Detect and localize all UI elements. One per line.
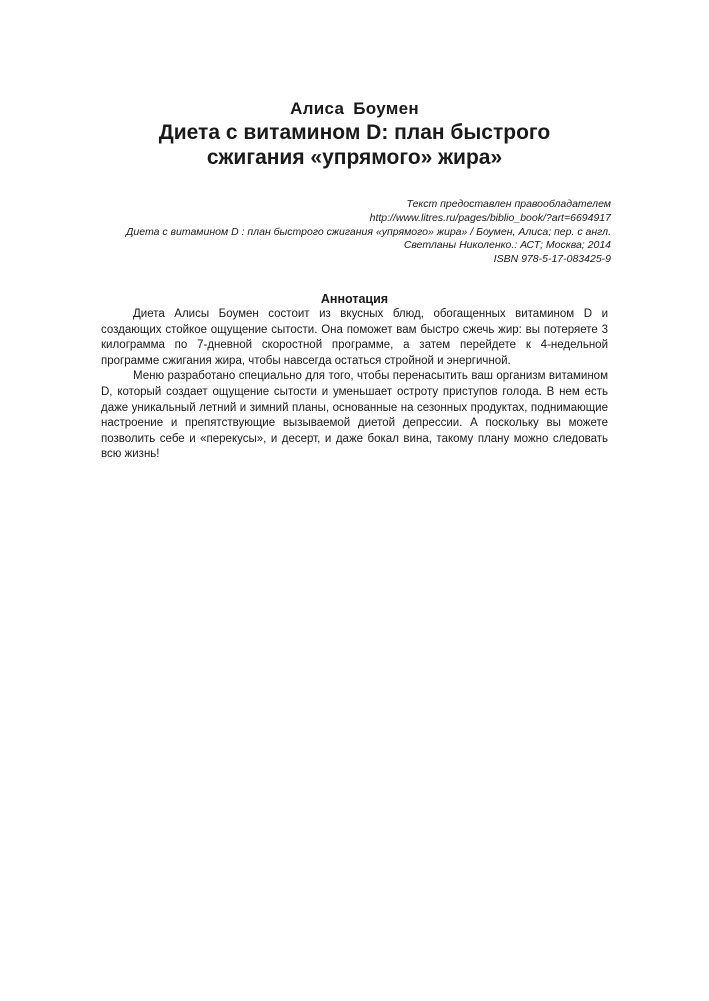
book-title-line: сжигания «упрямого» жира» [206, 146, 503, 169]
annotation-paragraph: Диета Алисы Боумен состоит из вкусных блюд, обогащенных витамином D и создающих стойкое ощущение сытости. Она поможет вам быстро сжечь жир: вы потеряете 3 килограмма по 7-дневной скоростной программе, а затем перейдете к 4-недельной программе сжигания жира, чтобы навсегда остаться стройной и энергичной. [101, 308, 608, 367]
book-title-line: Диета с витамином D: план быстрого [158, 121, 551, 144]
annotation-body [101, 307, 608, 463]
isbn: ISBN 978-5-17-083425-9 [493, 253, 611, 266]
bibliographic-entry: Диета с витамином D : план быстрого сжигания «упрямого» жира» / Боумен, Алиса; пер. с англ. [126, 225, 611, 238]
publication-info [91, 198, 611, 267]
translator-publisher: Светланы Николенко.: АСТ; Москва; 2014 [403, 239, 611, 252]
annotation-heading: Аннотация [320, 292, 389, 306]
annotation-paragraph: Меню разработано специально для того, чтобы перенасытить ваш организм витамином D, который создает ощущение сытости и уменьшает остроту приступов голода. В нем есть даже уникальный летний и зимний планы, основанные на сезонных продуктах, поднимающие настроение и препятствующие вызываемой диетой депрессии. А поскольку вы можете позволить себе и «перекусы», и десерт, и даже бокал вина, такому плану можно следовать всю жизнь! [101, 370, 608, 461]
book-author: Алиса Боумен [290, 99, 419, 118]
book-title [0, 120, 709, 170]
rights-holder-note: Текст предоставлен правообладателем [406, 198, 611, 210]
source-url: http://www.litres.ru/pages/biblio_book/?art=6694917 [369, 211, 611, 224]
